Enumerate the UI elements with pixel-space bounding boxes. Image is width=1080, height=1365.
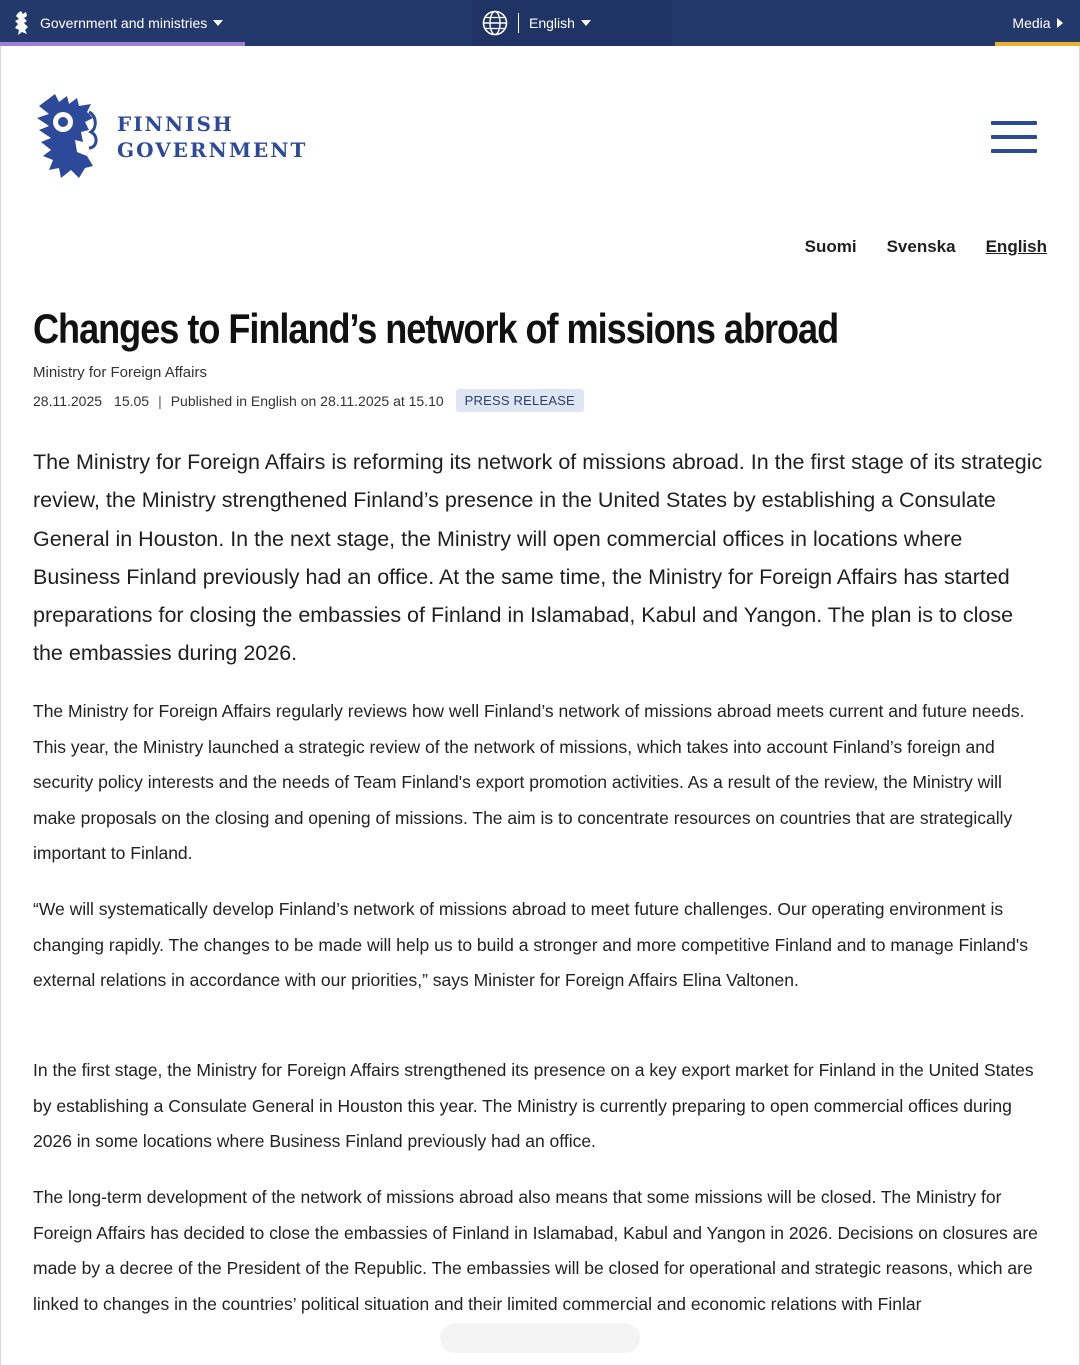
article-time: 15.05 — [114, 392, 150, 409]
article-meta — [33, 389, 584, 412]
caret-down-icon — [581, 20, 591, 26]
article-published: Published in English on 28.11.2025 at 15.10 — [170, 392, 444, 409]
government-ministries-label: Government and ministries — [40, 15, 208, 31]
article-paragraph-4: The long-term development of the network of missions abroad also means that some missions will be closed. The Ministry for Foreign Affairs has decided to close the embassies of Finland in Islamabad, Kabul and Yangon in 2026. Decisions on closures are made by a decree of the President of the Republic. The embassies will be closed for operational and strategic reasons, which are linked to changes in the countries’ political situation and their limited commercial and economic relations with Finlar — [33, 1187, 1038, 1314]
language-links — [805, 237, 1047, 257]
logo-line-1: FINNISH — [117, 112, 234, 136]
article-paragraph-1: The Ministry for Foreign Affairs regularly reviews how well Finland’s network of missions abroad meets current and future needs. This year, the Ministry launched a strategic review of the network of missions, which takes into account Finland’s foreign and security policy interests and the needs of Team Finland's export promotion activities. As a result of the review, the Ministry will make proposals on the closing and opening of missions. The aim is to concentrate resources on countries that are strategically important to Finland. — [33, 701, 1025, 863]
meta-separator: | — [158, 392, 162, 409]
government-ministries-menu[interactable] — [0, 0, 245, 46]
caret-down-icon — [213, 20, 223, 26]
logo-line-2: GOVERNMENT — [117, 138, 308, 162]
article-lead: The Ministry for Foreign Affairs is reforming its network of missions abroad. In the first stage of its strategic review, the Ministry strengthened Finland’s presence in the United States by establishing a Consulate General in Houston. In the next stage, the Ministry will open commercial offices in locations where Business Finland previously had an office. At the same time, the Ministry for Foreign Affairs has started preparations for closing the embassies of Finland in Islamabad, Kabul and Yangon. The plan is to close the embassies during 2026. — [33, 450, 1043, 666]
article-title: Changes to Finland’s network of missions abroad — [33, 305, 839, 352]
hamburger-menu-icon[interactable] — [991, 121, 1037, 153]
article-date: 28.11.2025 — [33, 392, 103, 409]
caret-right-icon — [1057, 18, 1063, 28]
article-ministry: Ministry for Foreign Affairs — [33, 364, 207, 381]
watermark-overlay — [440, 1323, 640, 1353]
divider — [518, 13, 519, 33]
lion-coat-of-arms-icon — [33, 92, 103, 182]
article-paragraph-3: In the first stage, the Ministry for Foreign Affairs strengthened its presence on a key export market for Finland in the United States by establishing a Consulate General in Houston this year. The Ministry is currently preparing to open commercial offices during 2026 in some locations where Business Finland previously had an office. — [33, 1060, 1034, 1151]
language-link-english[interactable]: English — [985, 237, 1047, 256]
press-release-badge: PRESS RELEASE — [456, 389, 584, 412]
finnish-government-logo[interactable] — [33, 92, 307, 182]
media-label: Media — [1012, 15, 1051, 31]
language-label: English — [529, 15, 575, 31]
menu-line — [991, 135, 1037, 139]
lion-small-icon — [12, 10, 34, 36]
globe-icon — [482, 10, 508, 36]
top-navigation-bar — [0, 0, 1080, 46]
media-link[interactable] — [995, 0, 1080, 46]
menu-line — [991, 149, 1037, 153]
language-selector[interactable] — [472, 0, 672, 46]
language-link-svenska[interactable]: Svenska — [886, 237, 956, 256]
article-paragraph-2: “We will systematically develop Finland’s network of missions abroad to meet future challenges. Our operating environment is changing rapidly. The changes to be made will help us to build a stronger and more competitive Finland and to manage Finland's external relations in accordance with our priorities,” says Minister for Foreign Affairs Elina Valtonen. — [33, 899, 1028, 990]
menu-line — [991, 121, 1037, 125]
logo-text — [117, 111, 307, 163]
language-link-suomi[interactable]: Suomi — [804, 237, 857, 256]
